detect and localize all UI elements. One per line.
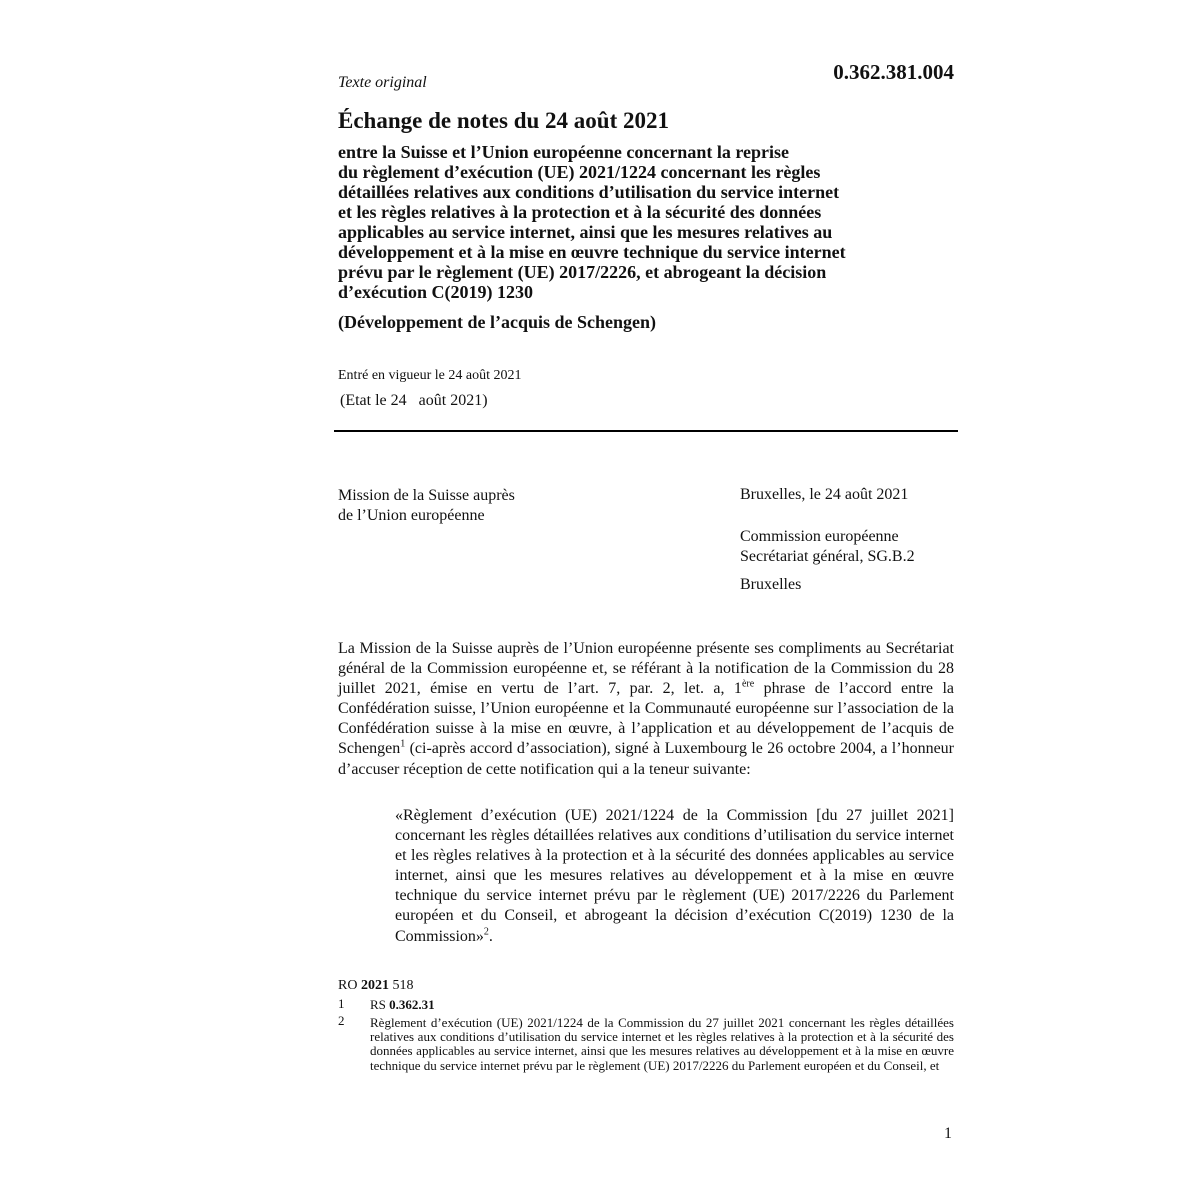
- footnote-1: [370, 998, 435, 1012]
- subtitle-line: et les règles relatives à la protection et à la sécurité des données: [338, 202, 822, 222]
- letter-date: Bruxelles, le 24 août 2021: [740, 486, 909, 503]
- sender-line: Mission de la Suisse auprès: [338, 487, 515, 504]
- subtitle-line: détaillées relatives aux conditions d’utilisation du service internet: [338, 182, 840, 202]
- body-paragraph: [338, 639, 954, 780]
- body-text-part: (ci-après accord d’association), signé à Luxembourg le 26 octobre 2004, a l’honneur d’accuser réception de cette notification qui a la teneur suivante:: [338, 740, 954, 778]
- ro-page: 518: [392, 978, 414, 993]
- subtitle-line: entre la Suisse et l’Union européenne concernant la reprise: [338, 142, 789, 162]
- subtitle-line: développement et à la mise en œuvre technique du service internet: [338, 242, 846, 262]
- state-date: [340, 392, 488, 410]
- subtitle-line: applicables au service internet, ainsi que les mesures relatives au: [338, 222, 833, 242]
- subtitle-line: du règlement d’exécution (UE) 2021/1224 concernant les règles: [338, 162, 821, 182]
- body-text-part: La Mission de la Suisse auprès de l’Union européenne présente ses compliments au Secrétariat général de la Commission européenne et, se référant à la notification de la Commission du 28 juillet 2021, émise en vertu de l’art. 7, par. 2, let. a, 1: [338, 640, 954, 698]
- footnote-ref-1: 1: [400, 739, 406, 751]
- footnote-number: 2: [338, 1013, 345, 1028]
- original-text-label: Texte original: [338, 74, 427, 91]
- document-title: Échange de notes du 24 août 2021: [338, 108, 669, 133]
- ro-year: 2021: [360, 978, 389, 993]
- document-subtitle: [338, 142, 938, 302]
- quote-end: .: [488, 927, 493, 945]
- sender-line: de l’Union européenne: [338, 507, 485, 524]
- footnote-2: Règlement d’exécution (UE) 2021/1224 de la Commission du 27 juillet 2021 concernant les règles détaillées relatives aux conditions d’utilisation du service internet et les règles relatives à la protection et à la sécurité des données applicables au service internet, ainsi que les mesures relatives au développement et à la mise en œuvre technique du service internet prévu par le règlement (UE) 2017/2226 du Parlement européen et du Conseil, et: [370, 1015, 954, 1073]
- schengen-note: (Développement de l’acquis de Schengen): [338, 312, 656, 332]
- state-date-text: (Etat le 24 août 2021): [340, 392, 488, 409]
- in-force-date: Entré en vigueur le 24 août 2021: [338, 368, 522, 383]
- footnote-number: 1: [338, 996, 345, 1011]
- footnote-1-ref: 0.362.31: [389, 997, 435, 1012]
- superscript-ordinal: ère: [741, 678, 755, 690]
- recipient-block: [740, 527, 915, 567]
- recipient-line: Commission européenne: [740, 528, 899, 545]
- page-number: 1: [944, 1125, 952, 1142]
- quoted-notification: [395, 806, 954, 947]
- body-text-part: phrase de l’accord entre la Confédération suisse, l’Union européenne et la Communauté européenne sur l’association de la Confédération suisse à la mise en œuvre, à l’application et au développement de l’acquis de Schengen: [338, 680, 954, 758]
- recipient-line: Secrétariat général, SG.B.2: [740, 548, 915, 565]
- recipient-city: Bruxelles: [740, 576, 802, 593]
- sender-block: [338, 486, 515, 526]
- subtitle-line: prévu par le règlement (UE) 2017/2226, et abrogeant la décision: [338, 262, 827, 282]
- header-divider: [334, 430, 958, 432]
- document-number: 0.362.381.004: [833, 60, 954, 84]
- quote-text: «Règlement d’exécution (UE) 2021/1224 de la Commission [du 27 juillet 2021] concernant les règles détaillées relatives aux conditions d’utilisation du service internet et les règles relatives à la protection et à la sécurité des données applicables au service internet, ainsi que les mesures relatives au développement et à la mise en œuvre technique du service internet prévu par le règlement (UE) 2017/2226 du Parlement européen et du Conseil, et abrogeant la décision d’exécution C(2019) 1230 de la Commission»: [395, 807, 954, 945]
- ro-prefix: RO: [338, 978, 358, 993]
- subtitle-line: d’exécution C(2019) 1230: [338, 282, 533, 302]
- ro-reference: [338, 978, 413, 994]
- footnote-1-prefix: RS: [370, 997, 386, 1012]
- footnote-ref-2: 2: [483, 926, 489, 938]
